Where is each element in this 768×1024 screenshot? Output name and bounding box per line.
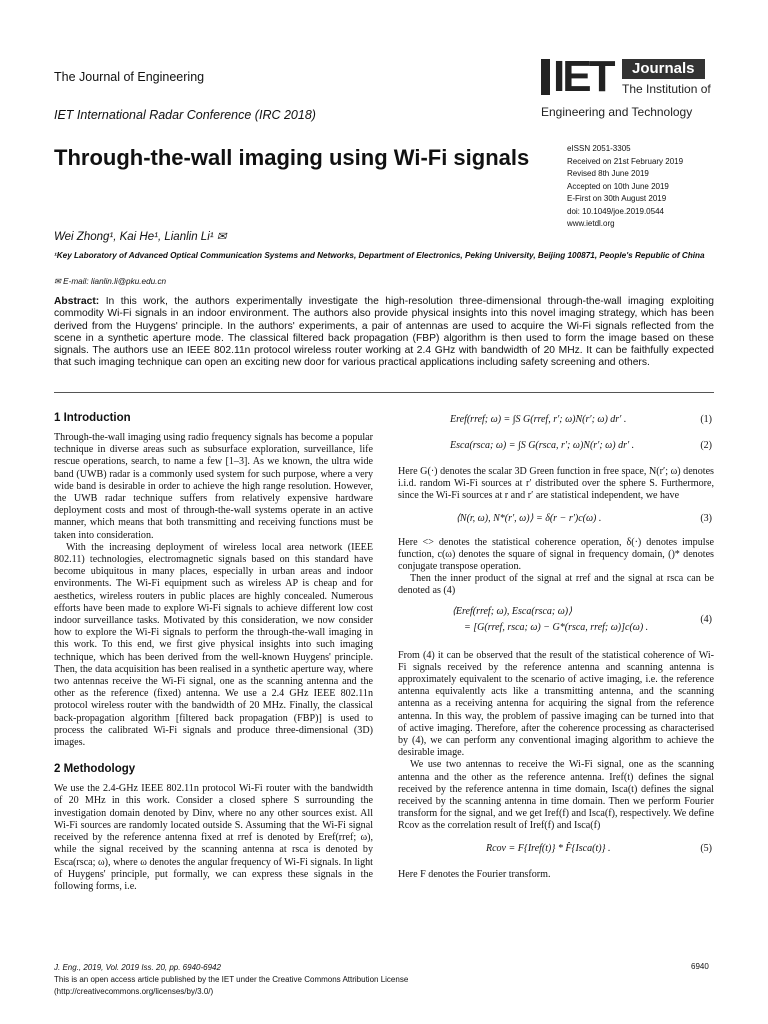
green-function-paragraph: Here G(·) denotes the scalar 3D Green function in free space, N(r′; ω) denotes i.i.d. random Wi-Fi sources at r′ distributed over the sphere S. Furthermore, since the Wi-Fi sources at r and r′ are statistical independent, we have — [398, 466, 714, 502]
meta-accepted: Accepted on 10th June 2019 — [567, 181, 669, 191]
intro-paragraph-2: With the increasing deployment of wireless local area network (IEEE 802.11) technologies, electromagnetic signals based on this standard have become ubiquitous in many places, especially in urban areas and indoor environments. The Wi-Fi equipment such as wireless AP is cheap and for aesthetics, wireless routers in public places are highly concealed. Numerous efforts have been made to explore Wi-Fi signals to achieve different low cost indoor surveillance tasks. Motivated by this consideration, we now consider how to explore the Wi-Fi signals to perform the through-the-wall imaging in this work. To this end, we first give physical insights into such imaging technique, which has been derived from the well-known Huygens' principle. Then, the data acquisition has been realised in a synthetic aperture way, where two antennas receive the Wi-Fi signal, one as the scanning antenna and the other as the reference (fixed) antenna. We use a 2.4 GHz IEEE 802.11n protocol wireless router with the bandwidth of 20 MHz. Finally, the classical back-propagation algorithm [filtered back propagation (FBP)] is used to process the calibrated Wi-Fi signals and produce three-dimensional (3D) images. — [54, 541, 373, 749]
logo-line2: Engineering and Technology — [541, 105, 693, 119]
citation: J. Eng., 2019, Vol. 2019 Iss. 20, pp. 6940-6942 — [54, 963, 221, 972]
abstract-text: In this work, the authors experimentally investigate the high-resolution three-dimensional through-the-wall imaging exploiting commodity Wi-Fi signals in an indoor environment. The authors also provide physical insights into this novel imaging strategy, which has been derived from the Huygens' principle. In the authors' experiments, a pair of antennas are used to acquire the Wi-Fi signals reflected from the scene in a synthetic aperture mode. The classical filtered back propagation (FBP) algorithm is then used to form the image based on these signals. The authors use an IEEE 802.11n protocol wireless router working at 2.4 GHz with bandwidth of 20 MHz. It can be faithfully expected that such imaging technique can open an exciting new door for various practical applications including safety screening and others. — [54, 296, 714, 369]
meta-received: Received on 21st February 2019 — [567, 156, 684, 166]
equation-4: ⟨Eref(rref; ω), Esca(rsca; ω)⟩ = [G(rref, rsca; ω) − G*(rsca, rref; ω)]c(ω) . (4) — [452, 605, 712, 633]
right-column — [398, 412, 714, 881]
equation-1: Eref(rref; ω) = ∫S G(rref, r′; ω)N(r′; ω) dr′ . (1) — [450, 414, 712, 425]
license-line-2[interactable]: (http://creativecommons.org/licenses/by/3.0/) — [54, 987, 214, 996]
article-meta — [567, 143, 683, 231]
inner-product-paragraph: Then the inner product of the signal at rref and the signal at rsca can be denoted as (4) — [398, 573, 714, 597]
conference-name: IET International Radar Conference (IRC 2018) — [54, 108, 316, 122]
logo-letters: IET — [541, 55, 612, 99]
coherence-paragraph: Here <> denotes the statistical coherence operation, δ(·) denotes impulse function, c(ω) denotes the square of signal in frequency domain, ()* denotes conjugate transpose operation. — [398, 536, 714, 573]
affiliation: ¹Key Laboratory of Advanced Optical Communication Systems and Networks, Department of Electronics, Peking University, Beijing 100871, People's Republic of China — [54, 251, 705, 260]
authors: Wei Zhong¹, Kai He¹, Lianlin Li¹ ✉ — [54, 231, 227, 243]
license-line-1: This is an open access article published by the IET under the Creative Commons Attribution License — [54, 975, 409, 984]
observation-paragraph: From (4) it can be observed that the result of the statistical coherence of Wi-Fi signals received by the reference antenna and scanning antenna is approximately equivalent to the scenario of active imaging, i.e. the reference antenna equivalently acts like a transmitting antenna, and the scanning antenna as a receiving antenna for acquiring the signal from the reference antenna. In this way, the problem of passive imaging can be turned into that of active imaging. Therefore, after the coherence processing as characterised by (4), we can perform any conventional imaging algorithm to achieve the desirable image. — [398, 649, 714, 759]
paper-title: Through-the-wall imaging using Wi-Fi signals — [54, 145, 530, 170]
fourier-paragraph: Here F denotes the Fourier transform. — [398, 868, 551, 880]
iet-logo — [541, 52, 719, 125]
meta-revised: Revised 8th June 2019 — [567, 169, 649, 178]
abstract — [54, 296, 714, 370]
meta-url[interactable]: www.ietdl.org — [567, 219, 615, 228]
equation-2: Esca(rsca; ω) = ∫S G(rsca, r′; ω)N(r′; ω) dr′ . (2) — [450, 440, 712, 451]
meta-issn: eISSN 2051-3305 — [567, 144, 631, 153]
section-heading-introduction: 1 Introduction — [54, 412, 131, 424]
section-heading-methodology: 2 Methodology — [54, 763, 136, 776]
footer — [54, 962, 408, 998]
intro-paragraph-1: Through-the-wall imaging using radio frequency signals has become a popular technique in diverse areas such as subsurface exploration, surveillance, life rescue operations, search, to name a few [1–3]. As we known, the ultra wide band (UWB) radar is a commonly used system for such purpose, where a very wide band is desirable in order to achieve the high range resolution. However, the UWB radar technique suffers from relatively expensive hardware deployment costs and most of through-the-wall systems operate in an active manner, which means that both transmitting and receiving functions must be taken into consideration. — [54, 432, 373, 541]
equation-5: Rcov = F{Iref(t)} * F̂{Isca(t)} . (5) — [486, 842, 712, 854]
methodology-paragraph-1: We use the 2.4-GHz IEEE 802.11n protocol Wi-Fi router with the bandwidth of 20 MHz in this work. Consider a closed sphere S surrounding the investigation domain denoted by Dinv, where no any other sources exist. All Wi-Fi sources are randomly located outside S. Assuming that the Wi-Fi signal received by the reference antenna fixed at rref is denoted by Eref(rref; ω), while the signal received by the scanning antenna at rsca is denoted by Esca(rsca; ω), where ω denotes the angular frequency of Wi-Fi signals. In light of Huygens' principle, put formally, we can express these signals in the following forms, i.e. — [54, 783, 373, 892]
left-column — [54, 412, 373, 893]
email[interactable]: ✉ E-mail: lianlin.li@pku.edu.cn — [54, 277, 167, 286]
divider — [54, 392, 714, 393]
antenna-paragraph: We use two antennas to receive the Wi-Fi signal, one as the scanning antenna and the other as the reference antenna. Iref(t) defines the signal received by the reference antenna in time domain, Isca(t) defines the signal received by the scanning antenna in time domain. Then we perform Fourier transform for the signal, and we get Iref(f) and Isca(f), respectively. We define Rcov as the correlation result of Iref(f) and Isca(f) — [398, 759, 714, 832]
journal-name: The Journal of Engineering — [54, 70, 205, 84]
logo-line1: The Institution of — [622, 82, 711, 96]
equation-3: ⟨N(r, ω), N*(r′, ω)⟩ = δ(r − r′)c(ω) . (3) — [456, 512, 712, 524]
page-number: 6940 — [691, 962, 709, 971]
logo-journals: Journals — [622, 59, 705, 79]
meta-doi[interactable]: doi: 10.1049/joe.2019.0544 — [567, 206, 664, 216]
meta-efirst: E-First on 30th August 2019 — [567, 194, 667, 203]
abstract-label: Abstract: — [54, 296, 100, 307]
